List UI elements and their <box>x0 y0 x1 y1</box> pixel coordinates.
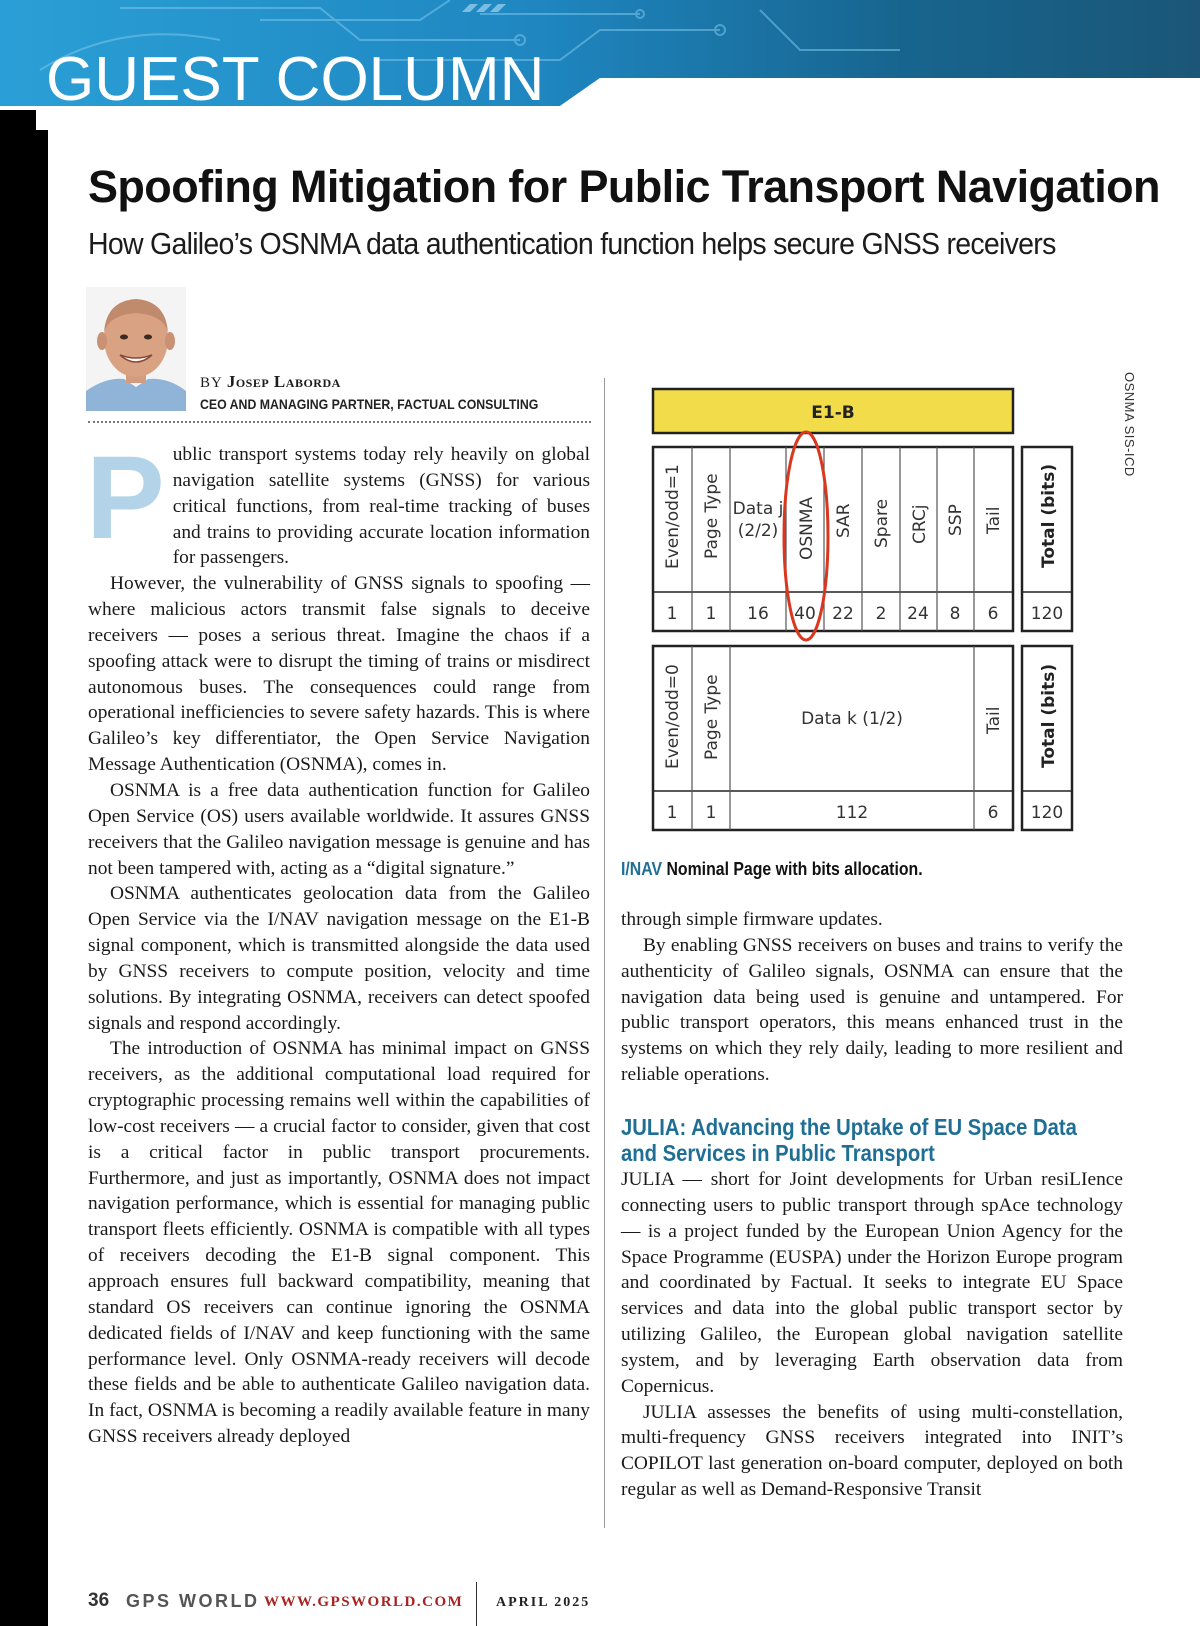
paragraph-2: However, the vulnerability of GNSS signals to spoofing — where malicious actors transmit false signals to deceive receivers — poses a serious threat. Imagine the chaos if a spoofing attack were to disrupt the timing of trains or misdirect autonomous buses. The consequences could range from operational inefficiencies to severe safety hazards. This is where Galileo’s key differentiator, the Open Service Navigation Message Authentication (OSNMA), comes in. <box>88 573 590 776</box>
magazine-name: GPS WORLD <box>126 1591 260 1611</box>
bits-ssp: 8 <box>949 604 961 624</box>
page-number: 36 <box>88 1590 110 1611</box>
column-divider <box>604 378 605 1528</box>
left-edge-notch <box>36 110 50 130</box>
bits-tail-even: 6 <box>987 604 999 624</box>
paragraph-1: Public transport systems today rely heavily on global navigation satellite systems (GNSS) for various critical functions, from real-time tracking of buses and trains to providing accurate location information for passengers. <box>86 432 590 569</box>
bits-tail-odd: 6 <box>987 803 999 823</box>
paragraph-8: JULIA — short for Joint developments for Urban resiLIence connecting users to public transport through spAce technology — is a project funded by the European Union Agency for the Space Programme (EUSPA) under the Horizon Europe program and coordinated by Factual. It seeks to integrate EU Space services and data into the global public transport sector by utilizing Galileo, the European global navigation satellite system, and by leveraging Earth observation data from Copernicus. <box>621 1169 1123 1397</box>
issue-date: APRIL 2025 <box>496 1595 591 1610</box>
bits-even-odd-0: 1 <box>666 803 678 823</box>
footer-divider <box>476 1582 477 1626</box>
figure-credit <box>1122 372 1142 477</box>
odd-total-label: Total (bits) <box>1039 663 1059 768</box>
byline-divider <box>88 421 591 423</box>
author-role: CEO AND MANAGING PARTNER, FACTUAL CONSULTING <box>200 396 539 412</box>
left-edge-bar <box>0 110 48 1626</box>
magazine-url[interactable]: WWW.GPSWORLD.COM <box>264 1594 464 1610</box>
bits-data-j: 16 <box>747 604 769 624</box>
field-even-odd-1: Even/odd=1 <box>663 464 683 569</box>
bits-page-type-even: 1 <box>705 604 717 624</box>
article-headline: Spoofing Mitigation for Public Transport Navigation <box>88 161 1160 212</box>
bits-even-odd-1: 1 <box>666 604 678 624</box>
even-total-label: Total (bits) <box>1039 463 1059 568</box>
paragraph-5: The introduction of OSNMA has minimal impact on GNSS receivers, as the additional computational load required for cryptographic processing remains well within the capabilities of low-cost receivers — a crucial factor to consider, given that cost is a critical factor in public transport procurements. Furthermore, and just as importantly, OSNMA does not impact navigation performance, which is essential for managing public transport fleets efficiently. OSNMA is compatible with all types of receivers decoding the E1-B signal component. This approach ensures full backward compatibility, meaning that standard OS receivers can continue ignoring the OSNMA dedicated fields of I/NAV and keep functioning with the same performance level. Only OSNMA-ready receivers will decode these fields and be able to authenticate Galileo navigation data. In fact, OSNMA is becoming a readily available feature in many GNSS receivers already deployed <box>88 1038 590 1448</box>
paragraph-7: By enabling GNSS receivers on buses and trains to verify the authenticity of Galileo signals, OSNMA can ensure that the navigation data being used is genuine and untampered. For public transport operators, this means enhanced trust in the systems on which they rely daily, leading to more resilient and reliable operations. <box>621 934 1123 1086</box>
field-spare: Spare <box>872 498 892 548</box>
figure-caption <box>621 859 923 880</box>
bits-data-k: 112 <box>835 803 869 823</box>
bits-page-type-odd: 1 <box>705 803 717 823</box>
bits-sar: 22 <box>832 604 854 624</box>
author-byline <box>200 372 341 392</box>
caption-tag: I/NAV <box>621 859 663 879</box>
guest-column-banner <box>0 0 1200 110</box>
bits-crcj: 24 <box>907 604 929 624</box>
odd-total-value: 120 <box>1030 803 1064 823</box>
field-data-j-line1: Data j <box>732 499 784 519</box>
field-data-k: Data k (1/2) <box>801 709 903 729</box>
author-photo <box>86 287 186 411</box>
author-name: Josep Laborda <box>226 372 341 391</box>
paragraph-9: JULIA assesses the benefits of using multi-constellation, multi-frequency GNSS receivers integrated into INIT’s COPILOT last generation on-board computer, deployed on both regular as well as Demand-Responsive Transit <box>621 1401 1123 1501</box>
section-label: GUEST COLUMN <box>46 45 545 110</box>
byline-prefix: BY <box>200 375 223 391</box>
bits-spare: 2 <box>875 604 887 624</box>
e1b-header-label: E1-B <box>811 403 855 423</box>
even-total-value: 120 <box>1030 604 1064 624</box>
right-column-bottom <box>621 1167 1123 1503</box>
right-column-top <box>621 907 1123 1088</box>
field-tail-even: Tail <box>984 506 1004 534</box>
field-ssp: SSP <box>946 504 966 536</box>
field-even-odd-0: Even/odd=0 <box>663 664 683 769</box>
caption-text: Nominal Page with bits allocation. <box>666 859 923 879</box>
field-tail-odd: Tail <box>984 706 1004 734</box>
field-osnma: OSNMA <box>797 496 817 560</box>
drop-cap: P <box>86 432 165 564</box>
article-subheadline: How Galileo’s OSNMA data authentication function helps secure GNSS receivers <box>88 226 1056 261</box>
field-data-j-line2: (2/2) <box>737 521 779 541</box>
left-column <box>86 432 590 1450</box>
section-heading: JULIA: Advancing the Uptake of EU Space Data and Services in Public Transport <box>621 1114 1077 1166</box>
field-sar: SAR <box>834 503 854 538</box>
bits-osnma: 40 <box>794 604 816 624</box>
field-page-type-even: Page Type <box>702 473 722 559</box>
field-page-type-odd: Page Type <box>702 674 722 760</box>
field-crcj: CRCj <box>910 504 930 544</box>
paragraph-4: OSNMA authenticates geolocation data from the Galileo Open Service via the I/NAV navigation message on the E1-B signal component, which is transmitted alongside the data used by GNSS receivers to compute position, velocity and time solutions. By integrating OSNMA, receivers can detect spoofed signals and respond accordingly. <box>88 883 590 1034</box>
inav-page-figure <box>648 384 1098 844</box>
figure-credit-text: OSNMA SIS-ICD <box>1122 372 1137 477</box>
paragraph-3: OSNMA is a free data authentication function for Galileo Open Service (OS) users available worldwide. It assures GNSS receivers that the Galileo navigation message is genuine and has not been tampered with, acting as a “digital signature.” <box>88 779 590 879</box>
paragraph-6: through simple firmware updates. <box>621 909 883 930</box>
